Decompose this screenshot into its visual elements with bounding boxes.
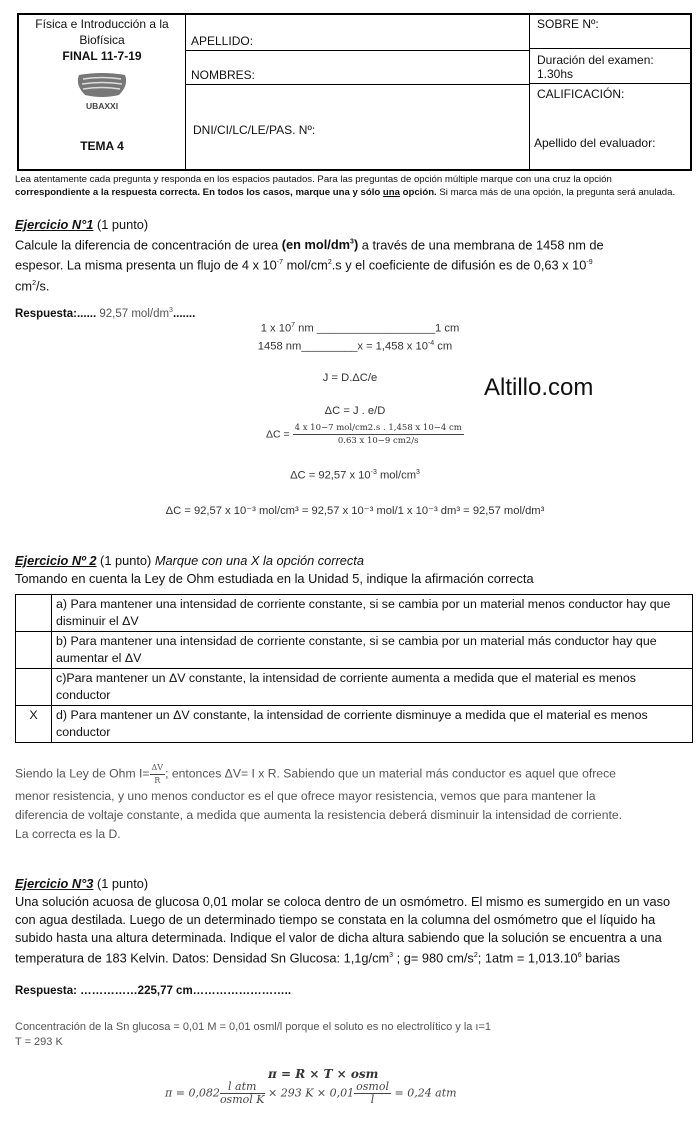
- calificacion-field[interactable]: CALIFICACIÓN:: [537, 87, 625, 101]
- evaluador-field[interactable]: Apellido del evaluador:: [534, 136, 656, 150]
- ex3-formula1: π = R × T × osm: [268, 1067, 379, 1081]
- svg-text:UBAXXI: UBAXXI: [85, 101, 119, 111]
- student-cell: [185, 15, 530, 169]
- option-row-b[interactable]: [16, 632, 693, 669]
- ex1-statement: Calcule la diferencia de concentración de urea (en mol/$dm^3$) a través de una membrana de 1458 nm de espesor. La misma presenta un flujo de 4 x $10^{-7}$ mol/$cm^2.s$ y el coeficiente de difusión es de 0,63 x $10^{-9}$ $cm^2/s$.: [15, 237, 604, 293]
- ex2-explanation: Siendo la Ley de Ohm I= $\frac{\Delta V}{R}$ ; entonces ΔV= I x R. Sabiendo que un material más conductor es aquel que ofrece menor resistencia, y uno menos conductor es el que ofrece mayor resistencia, vemos que para mantener la diferencia de voltaje constante, a medida que aumenta la resistencia deberá disminuir la intensidad de corriente. La correcta es la D.: [15, 763, 623, 841]
- ex3-answer: Respuesta: ……………225,77 cm……………………..: [15, 985, 292, 997]
- ex1-title: Ejercicio N°1 (1 punto): [15, 217, 149, 232]
- dni-field[interactable]: DNI/CI/LC/LE/PAS. Nº:: [193, 123, 316, 137]
- option-row-d[interactable]: [16, 706, 693, 743]
- ex3-formula2: π = 0,082 $\frac{\text{l atm}}{\text{osmol K}}$ × 293 K × 0,01 $\frac{\text{osmol}}{l}$ = 0,24 atm: [165, 1080, 457, 1106]
- instructions: [15, 173, 695, 199]
- ex3-title: Ejercicio N°3 (1 punto): [15, 876, 149, 891]
- option-mark-a[interactable]: [16, 595, 52, 632]
- ex2-question: Tomando en cuenta la Ley de Ohm estudiada en la Unidad 5, indique la afirmación correcta: [15, 571, 534, 586]
- option-text-a: a) Para mantener una intensidad de corriente constante, si se cambia por un material menos conductor hay que disminuir el ΔV: [52, 595, 693, 632]
- instructions-line2: correspondiente a la respuesta correcta. En todos los casos, marque una y sólo una opción. Si marca más de una opción, la pregunta será anulada.: [15, 187, 676, 198]
- option-text-d: d) Para mantener un ΔV constante, la intensidad de corriente disminuye a medida que el material es menos conductor: [52, 706, 693, 743]
- ex3-statement: Una solución acuosa de glucosa 0,01 molar se coloca dentro de un osmómetro. El mismo es sumergido en un vaso con agua destilada. Luego de un determinado tiempo se constata en la columna del osmómetro que el líquido ha subido hasta una altura determinada. Indique el valor de dicha altura sabiendo que la solución se encuentra a una temperatura de 183 Kelvin. Datos: Densidad Sn Glucosa: $1,1g/cm^3$ ; g= 980 $cm/s^2$; $1atm = 1,013.10^6$ barias: [15, 894, 671, 966]
- ubaxxi-logo: [69, 71, 135, 111]
- option-mark-c[interactable]: [16, 669, 52, 706]
- ex1-eq3: J = D.ΔC/e: [322, 372, 378, 384]
- ex3-notes: Concentración de la Sn glucosa = 0,01 M = 0,01 osml/l porque el soluto es no electrolítico y la ı=1 T = 293 K: [15, 1021, 492, 1048]
- tema-label: TEMA 4: [80, 139, 124, 153]
- exam-info-cell: [529, 15, 690, 169]
- ex1-eq2: 1458 nm_________x = 1,458 x $10^{-4}$ cm: [257, 340, 453, 353]
- instructions-line1: Lea atentamente cada pregunta y responda en los espacios pautados. Para las preguntas de opción múltiple marque con una cruz la opción: [15, 174, 612, 185]
- option-mark-b[interactable]: [16, 632, 52, 669]
- course-title: Física e Introducción a la Biofísica: [35, 17, 169, 47]
- ex1-eq1: 1 x $10^7$ nm ___________________1 cm: [260, 322, 460, 335]
- option-text-b: b) Para mantener una intensidad de corriente constante, si se cambia por un material más conductor hay que aumentar el ΔV: [52, 632, 693, 669]
- duration-label: Duración del examen: 1.30hs: [537, 53, 654, 81]
- option-text-c: c)Para mantener un ΔV constante, la intensidad de corriente aumenta a medida que el material es menos conductor: [52, 669, 693, 706]
- nombres-field[interactable]: NOMBRES:: [191, 68, 256, 82]
- ex2-options-table: [15, 594, 693, 743]
- ex1-eq7: ΔC = 92,57 x 10⁻³ mol/cm³ = 92,57 x 10⁻³ mol/1 x 10⁻³ dm³ = 92,57 mol/dm³: [165, 505, 545, 517]
- option-mark-d[interactable]: X: [16, 706, 52, 743]
- exam-date: FINAL 11-7-19: [62, 49, 142, 63]
- ex1-eq5: ΔC = $\frac{\text{4 x 10−7 mol/cm2.s . 1,458 x 10−4 cm}}{0.63 x 10-9 cm2/s}$: [266, 423, 462, 446]
- ex1-eq4: ΔC = J . e/D: [324, 405, 386, 417]
- sobre-field[interactable]: SOBRE Nº:: [537, 17, 599, 31]
- ex1-eq6: ΔC = 92,57 x $10^{-3}$ mol/$cm^3$: [290, 469, 420, 482]
- apellido-field[interactable]: APELLIDO:: [191, 34, 254, 48]
- watermark: Altillo.com: [484, 374, 594, 401]
- ex1-answer: Respuesta:...... 92,57 mol/$dm^3$.......: [15, 307, 196, 320]
- ex2-title: Ejercicio Nº 2 (1 punto) Marque con una X la opción correcta: [15, 553, 364, 568]
- option-row-c[interactable]: [16, 669, 693, 706]
- course-cell: [19, 15, 186, 169]
- header-table: [17, 13, 692, 171]
- option-row-a[interactable]: [16, 595, 693, 632]
